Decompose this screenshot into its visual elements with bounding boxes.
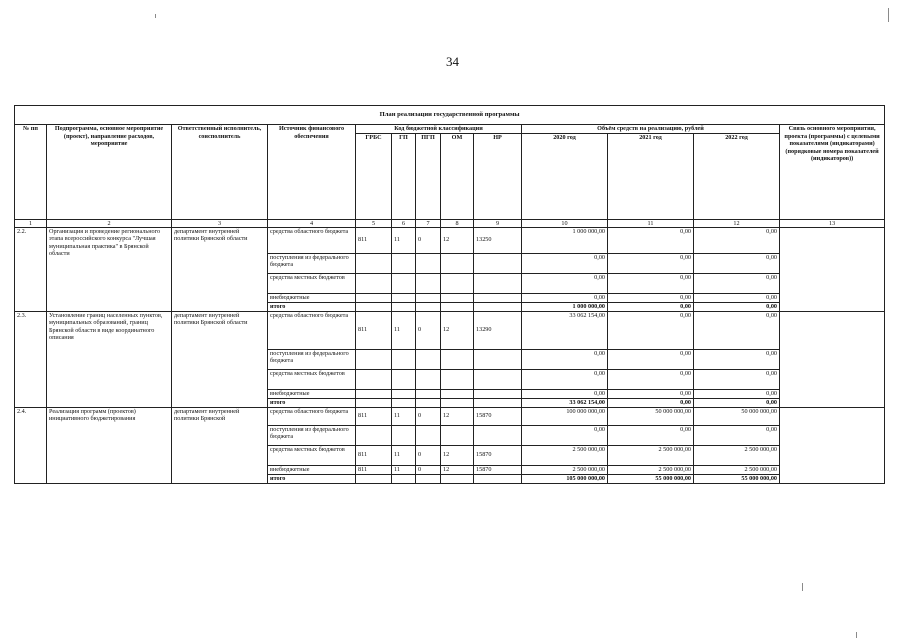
code-om: 12 xyxy=(441,227,474,253)
header-2020: 2020 год xyxy=(522,133,608,219)
funding-source: итого xyxy=(268,474,356,483)
amount-2020: 0,00 xyxy=(522,273,608,293)
code-np xyxy=(474,253,522,273)
code-grbs xyxy=(356,293,392,302)
code-np xyxy=(474,389,522,398)
code-gp: 11 xyxy=(392,407,416,425)
code-grbs: 811 xyxy=(356,465,392,474)
amount-2020: 0,00 xyxy=(522,389,608,398)
header-om: ОМ xyxy=(441,133,474,219)
code-gp xyxy=(392,349,416,369)
amount-2022: 0,00 xyxy=(694,227,780,253)
code-om xyxy=(441,425,474,445)
row-number: 2.4. xyxy=(15,407,47,483)
row-activity-name: Установление границ населенных пунктов, муниципальных образований, границ Брянской области в виде координатного описания xyxy=(47,311,172,407)
funding-source: поступления из федерального бюджета xyxy=(268,253,356,273)
scan-mark-top-right xyxy=(888,8,889,22)
column-number: 12 xyxy=(694,219,780,227)
code-pgp xyxy=(416,398,441,407)
code-pgp xyxy=(416,302,441,311)
table-row xyxy=(15,311,885,349)
code-gp xyxy=(392,474,416,483)
code-gp xyxy=(392,302,416,311)
header-pgp: ПГП xyxy=(416,133,441,219)
amount-2022: 0,00 xyxy=(694,349,780,369)
code-np xyxy=(474,349,522,369)
code-np: 15870 xyxy=(474,465,522,474)
header-budget-code: Код бюджетной классификации xyxy=(356,125,522,134)
code-pgp xyxy=(416,389,441,398)
header-gp: ГП xyxy=(392,133,416,219)
code-om: 12 xyxy=(441,311,474,349)
code-np xyxy=(474,425,522,445)
row-executor: департамент внутренней политики Брянской области xyxy=(172,227,268,311)
code-pgp: 0 xyxy=(416,311,441,349)
funding-source: средства местных бюджетов xyxy=(268,273,356,293)
code-gp: 11 xyxy=(392,465,416,474)
code-om xyxy=(441,389,474,398)
code-pgp xyxy=(416,273,441,293)
amount-2021: 2 500 000,00 xyxy=(608,465,694,474)
column-numbers-row xyxy=(15,219,885,227)
funding-source: итого xyxy=(268,302,356,311)
code-gp xyxy=(392,253,416,273)
code-pgp: 0 xyxy=(416,465,441,474)
funding-source: итого xyxy=(268,398,356,407)
amount-2022: 2 500 000,00 xyxy=(694,465,780,474)
funding-source: внебюджетные xyxy=(268,293,356,302)
row-executor: департамент внутренней политики Брянской области xyxy=(172,311,268,407)
amount-2021: 50 000 000,00 xyxy=(608,407,694,425)
code-grbs xyxy=(356,302,392,311)
amount-2021: 0,00 xyxy=(608,273,694,293)
code-grbs xyxy=(356,398,392,407)
amount-2020: 2 500 000,00 xyxy=(522,465,608,474)
row-activity-name: Организация и проведение регионального этапа всероссийского конкурса "Лучшая муниципальная практика" в Брянской области xyxy=(47,227,172,311)
header-volume: Объём средств на реализацию, рублей xyxy=(522,125,780,134)
funding-source: поступления из федерального бюджета xyxy=(268,425,356,445)
funding-source: средства местных бюджетов xyxy=(268,369,356,389)
amount-2021: 0,00 xyxy=(608,227,694,253)
header-grbs: ГРБС xyxy=(356,133,392,219)
code-om xyxy=(441,273,474,293)
amount-2021: 0,00 xyxy=(608,302,694,311)
implementation-plan-table xyxy=(14,105,884,484)
column-number: 7 xyxy=(416,219,441,227)
amount-2020: 0,00 xyxy=(522,253,608,273)
table-row xyxy=(15,407,885,425)
amount-2021: 2 500 000,00 xyxy=(608,445,694,465)
table-title: План реализации государственной программы xyxy=(15,106,885,125)
amount-2021: 0,00 xyxy=(608,425,694,445)
code-om xyxy=(441,253,474,273)
code-pgp xyxy=(416,349,441,369)
scan-mark-top-left xyxy=(155,14,156,18)
code-om xyxy=(441,302,474,311)
header-2022: 2022 год xyxy=(694,133,780,219)
code-grbs: 811 xyxy=(356,445,392,465)
amount-2022: 50 000 000,00 xyxy=(694,407,780,425)
code-np xyxy=(474,398,522,407)
code-np xyxy=(474,273,522,293)
code-gp xyxy=(392,425,416,445)
code-gp xyxy=(392,369,416,389)
code-pgp: 0 xyxy=(416,407,441,425)
amount-2021: 55 000 000,00 xyxy=(608,474,694,483)
code-grbs xyxy=(356,273,392,293)
funding-source: внебюджетные xyxy=(268,465,356,474)
amount-2022: 2 500 000,00 xyxy=(694,445,780,465)
amount-2021: 0,00 xyxy=(608,398,694,407)
code-np xyxy=(474,302,522,311)
amount-2021: 0,00 xyxy=(608,349,694,369)
amount-2020: 33 062 154,00 xyxy=(522,311,608,349)
code-gp xyxy=(392,389,416,398)
indicator-link xyxy=(780,227,885,311)
code-om: 12 xyxy=(441,407,474,425)
amount-2022: 0,00 xyxy=(694,389,780,398)
column-number: 8 xyxy=(441,219,474,227)
code-pgp: 0 xyxy=(416,445,441,465)
column-number: 1 xyxy=(15,219,47,227)
row-number: 2.3. xyxy=(15,311,47,407)
funding-source: средства областного бюджета xyxy=(268,407,356,425)
amount-2020: 100 000 000,00 xyxy=(522,407,608,425)
amount-2022: 0,00 xyxy=(694,311,780,349)
funding-source: внебюджетные xyxy=(268,389,356,398)
amount-2020: 2 500 000,00 xyxy=(522,445,608,465)
table-row xyxy=(15,227,885,253)
code-grbs: 811 xyxy=(356,227,392,253)
funding-source: средства областного бюджета xyxy=(268,227,356,253)
code-om xyxy=(441,474,474,483)
code-gp: 11 xyxy=(392,445,416,465)
header-subprogram: Подпрограмма, основное мероприятие (проект), направление расходов, мероприятие xyxy=(47,125,172,220)
code-grbs: 811 xyxy=(356,311,392,349)
code-grbs xyxy=(356,474,392,483)
column-number: 13 xyxy=(780,219,885,227)
code-pgp xyxy=(416,425,441,445)
amount-2020: 33 062 154,00 xyxy=(522,398,608,407)
page-number: 34 xyxy=(446,54,459,69)
amount-2022: 0,00 xyxy=(694,293,780,302)
amount-2020: 1 000 000,00 xyxy=(522,227,608,253)
amount-2022: 0,00 xyxy=(694,369,780,389)
code-om: 12 xyxy=(441,465,474,474)
amount-2021: 0,00 xyxy=(608,311,694,349)
row-number: 2.2. xyxy=(15,227,47,311)
amount-2022: 55 000 000,00 xyxy=(694,474,780,483)
amount-2020: 105 000 000,00 xyxy=(522,474,608,483)
column-number: 11 xyxy=(608,219,694,227)
amount-2021: 0,00 xyxy=(608,389,694,398)
code-grbs xyxy=(356,425,392,445)
column-number: 5 xyxy=(356,219,392,227)
amount-2022: 0,00 xyxy=(694,273,780,293)
header-2021: 2021 год xyxy=(608,133,694,219)
code-gp xyxy=(392,398,416,407)
amount-2022: 0,00 xyxy=(694,425,780,445)
row-executor: департамент внутренней политики Брянской xyxy=(172,407,268,483)
code-np xyxy=(474,293,522,302)
code-np: 15870 xyxy=(474,445,522,465)
scan-mark-bottom-right xyxy=(802,583,803,591)
code-gp xyxy=(392,273,416,293)
amount-2020: 0,00 xyxy=(522,369,608,389)
amount-2021: 0,00 xyxy=(608,253,694,273)
code-om xyxy=(441,369,474,389)
amount-2020: 1 000 000,00 xyxy=(522,302,608,311)
column-number: 10 xyxy=(522,219,608,227)
code-np: 13290 xyxy=(474,311,522,349)
row-activity-name: Реализация программ (проектов) инициативного бюджетирования xyxy=(47,407,172,483)
amount-2022: 0,00 xyxy=(694,302,780,311)
amount-2022: 0,00 xyxy=(694,398,780,407)
code-np: 15870 xyxy=(474,407,522,425)
column-number: 2 xyxy=(47,219,172,227)
code-grbs xyxy=(356,389,392,398)
amount-2020: 0,00 xyxy=(522,349,608,369)
header-np: НР xyxy=(474,133,522,219)
amount-2021: 0,00 xyxy=(608,369,694,389)
indicator-link xyxy=(780,407,885,483)
funding-source: средства местных бюджетов xyxy=(268,445,356,465)
code-om: 12 xyxy=(441,445,474,465)
header-source: Источник финансового обеспечения xyxy=(268,125,356,220)
code-pgp: 0 xyxy=(416,227,441,253)
code-om xyxy=(441,293,474,302)
column-number: 4 xyxy=(268,219,356,227)
code-om xyxy=(441,398,474,407)
header-indicators-link: Связь основного мероприятия, проекта (программы) с целевыми показателями (индикаторами) (порядковые номера показателей (индикаторов)) xyxy=(780,125,885,220)
code-pgp xyxy=(416,369,441,389)
header-no: № пп xyxy=(15,125,47,220)
header-executor: Ответственный исполнитель, соисполнитель xyxy=(172,125,268,220)
code-grbs xyxy=(356,369,392,389)
code-np xyxy=(474,369,522,389)
code-pgp xyxy=(416,474,441,483)
amount-2020: 0,00 xyxy=(522,293,608,302)
code-pgp xyxy=(416,293,441,302)
code-grbs xyxy=(356,349,392,369)
indicator-link xyxy=(780,311,885,407)
code-grbs xyxy=(356,253,392,273)
column-number: 6 xyxy=(392,219,416,227)
amount-2022: 0,00 xyxy=(694,253,780,273)
column-number: 9 xyxy=(474,219,522,227)
amount-2021: 0,00 xyxy=(608,293,694,302)
funding-source: средства областного бюджета xyxy=(268,311,356,349)
code-gp: 11 xyxy=(392,227,416,253)
code-np: 13250 xyxy=(474,227,522,253)
amount-2020: 0,00 xyxy=(522,425,608,445)
code-gp xyxy=(392,293,416,302)
column-number: 3 xyxy=(172,219,268,227)
code-om xyxy=(441,349,474,369)
code-pgp xyxy=(416,253,441,273)
code-np xyxy=(474,474,522,483)
code-grbs: 811 xyxy=(356,407,392,425)
scan-mark-bottom xyxy=(856,632,857,638)
code-gp: 11 xyxy=(392,311,416,349)
funding-source: поступления из федерального бюджета xyxy=(268,349,356,369)
